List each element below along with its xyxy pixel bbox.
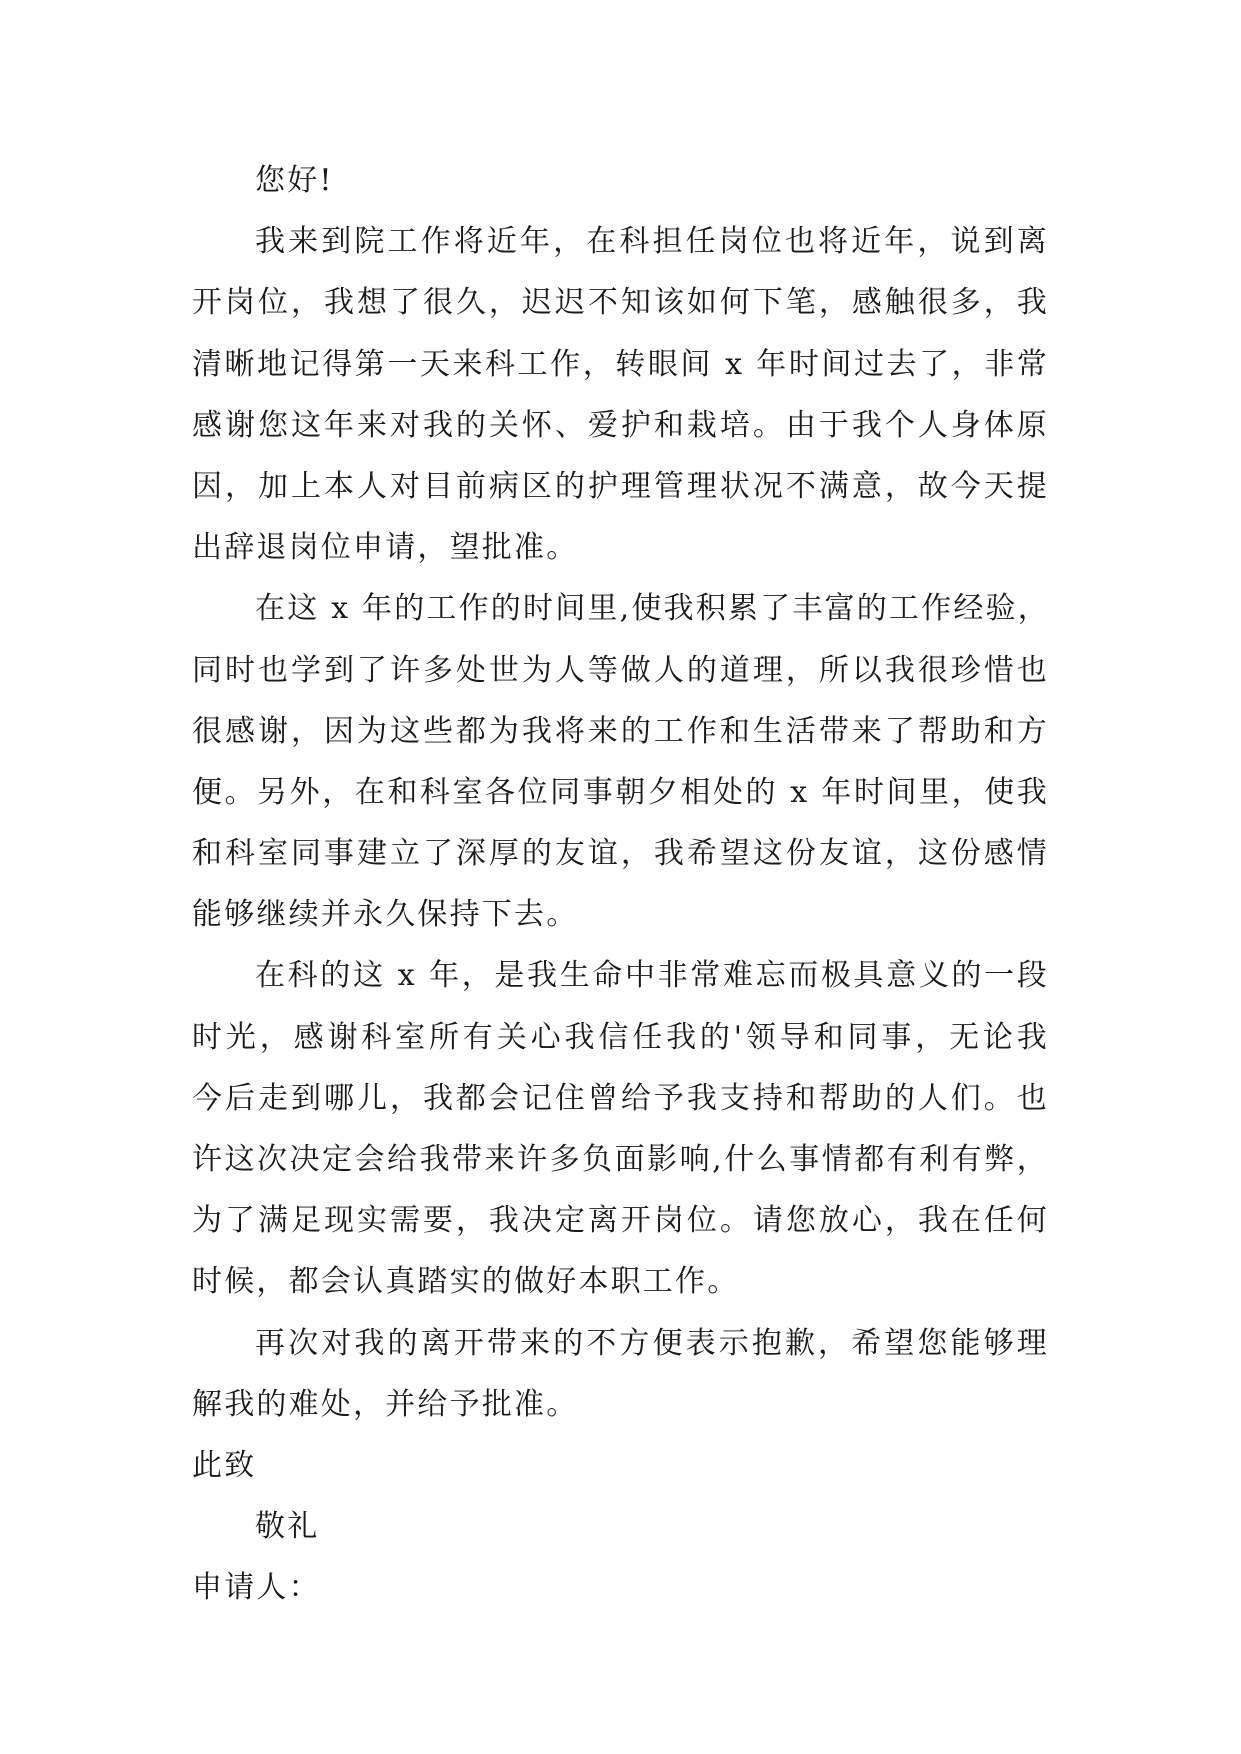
- paragraph-line: 出辞退岗位申请，望批准。: [192, 530, 579, 566]
- paragraph-line: 感谢您这年来对我的关怀、爱护和栽培。由于我个人身体原: [192, 407, 1049, 443]
- paragraph-line: 开岗位，我想了很久，迟迟不知该如何下笔，感触很多，我: [192, 285, 1049, 321]
- paragraph-3: [192, 945, 1049, 1312]
- paragraph-line: 解我的难处，并给予批准。: [192, 1386, 579, 1422]
- paragraph-2: [192, 578, 1049, 945]
- closing: 此致: [192, 1447, 257, 1483]
- paragraph-line: 因，加上本人对目前病区的护理管理状况不满意，故今天提: [192, 468, 1049, 504]
- paragraph-line: 清晰地记得第一天来科工作，转眼间 x 年时间过去了，非常: [192, 346, 1049, 382]
- paragraph-line: 能够继续并永久保持下去。: [192, 897, 579, 933]
- paragraph-4: [192, 1313, 1049, 1435]
- paragraph-line: 和科室同事建立了深厚的友谊，我希望这份友谊，这份感情: [192, 836, 1049, 872]
- paragraph-line: 为了满足现实需要，我决定离开岗位。请您放心，我在任何: [192, 1203, 1049, 1239]
- paragraph-1: [192, 211, 1049, 578]
- salute: 敬礼: [255, 1509, 320, 1545]
- paragraph-line: 我来到院工作将近年，在科担任岗位也将近年，说到离: [255, 224, 1049, 260]
- paragraph-line: 许这次决定会给我带来许多负面影响,什么事情都有利有弊，: [192, 1142, 1049, 1177]
- paragraph-line: 今后走到哪儿，我都会记住曾给予我支持和帮助的人们。也: [192, 1080, 1049, 1116]
- paragraph-line: 时光，感谢科室所有关心我信任我的'领导和同事，无论我: [192, 1019, 1049, 1055]
- paragraph-line: 很感谢，因为这些都为我将来的工作和生活带来了帮助和方: [192, 713, 1049, 749]
- letter-body: [192, 150, 1049, 1619]
- paragraph-line: 同时也学到了许多处世为人等做人的道理，所以我很珍惜也: [192, 652, 1049, 688]
- paragraph-line: 在科的这 x 年，是我生命中非常难忘而极具意义的一段: [255, 958, 1049, 994]
- paragraph-line: 便。另外，在和科室各位同事朝夕相处的 x 年时间里，使我: [192, 774, 1049, 810]
- greeting: 您好!: [255, 163, 334, 198]
- signature-label: 申请人：: [192, 1570, 321, 1606]
- paragraph-line: 再次对我的离开带来的不方便表示抱歉，希望您能够理: [255, 1325, 1049, 1361]
- paragraph-line: 在这 x 年的工作的时间里,使我积累了丰富的工作经验，: [255, 591, 1050, 627]
- paragraph-line: 时候，都会认真踏实的做好本职工作。: [192, 1264, 740, 1300]
